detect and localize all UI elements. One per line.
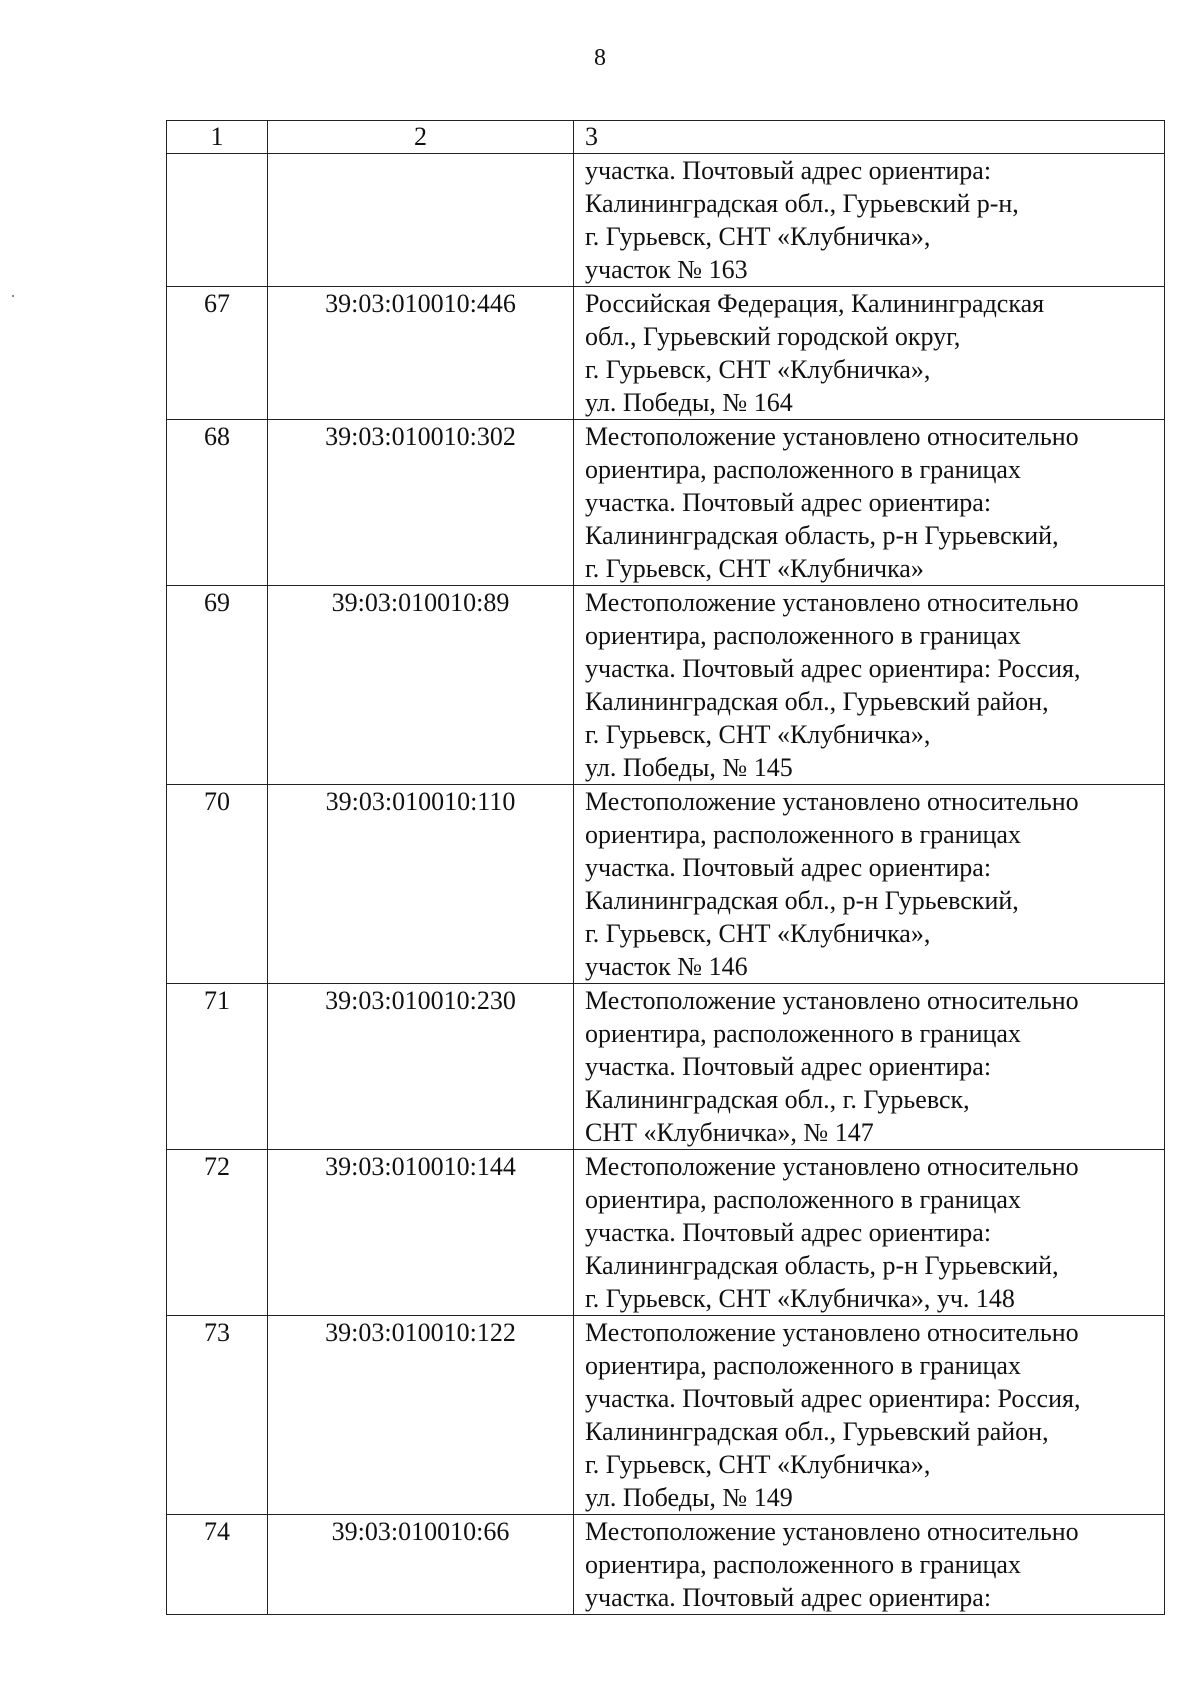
cadastral-number: 39:03:010010:66 (268, 1515, 574, 1615)
row-number: 67 (167, 287, 268, 420)
address-line: Калининградская обл., Гурьевский р-н, (585, 189, 1019, 218)
column-header-3: 3 (574, 121, 1165, 154)
address-line: Местоположение установлено относительно (585, 422, 1079, 451)
address-cell (574, 154, 1165, 287)
cadastral-number: 39:03:010010:446 (268, 287, 574, 420)
address-line: ориентира, расположенного в границах (585, 1550, 1021, 1579)
table-row (167, 287, 1165, 420)
address-line: г. Гурьевск, СНТ «Клубничка», (585, 720, 931, 749)
table-row (167, 420, 1165, 586)
address-line: ориентира, расположенного в границах (585, 455, 1021, 484)
cadastral-number: 39:03:010010:230 (268, 984, 574, 1150)
address-line: участка. Почтовый адрес ориентира: (585, 853, 992, 882)
table-row (167, 1316, 1165, 1515)
address-line: обл., Гурьевский городской округ, (585, 322, 961, 351)
row-number: 71 (167, 984, 268, 1150)
cadastral-number: 39:03:010010:144 (268, 1150, 574, 1316)
address-line: г. Гурьевск, СНТ «Клубничка» (585, 554, 924, 583)
address-line: Калининградская область, р-н Гурьевский, (585, 1251, 1059, 1280)
table-row (167, 1515, 1165, 1615)
address-line: Калининградская обл., г. Гурьевск, (585, 1085, 970, 1114)
parcel-table (166, 120, 1165, 1615)
row-number: 69 (167, 586, 268, 785)
address-line: Калининградская обл., Гурьевский район, (585, 687, 1049, 716)
address-line: ул. Победы, № 149 (585, 1483, 793, 1512)
address-line: Калининградская обл., Гурьевский район, (585, 1417, 1049, 1446)
address-line: г. Гурьевск, СНТ «Клубничка», (585, 1450, 931, 1479)
address-cell (574, 984, 1165, 1150)
address-line: ориентира, расположенного в границах (585, 1019, 1021, 1048)
row-number: 70 (167, 785, 268, 984)
address-cell (574, 785, 1165, 984)
table-row (167, 154, 1165, 287)
cadastral-number: 39:03:010010:110 (268, 785, 574, 984)
address-cell (574, 287, 1165, 420)
address-cell (574, 586, 1165, 785)
address-line: Местоположение установлено относительно (585, 588, 1079, 617)
address-line: Местоположение установлено относительно (585, 1152, 1079, 1181)
table-row (167, 586, 1165, 785)
address-line: участка. Почтовый адрес ориентира: (585, 156, 992, 185)
address-cell (574, 420, 1165, 586)
address-cell (574, 1316, 1165, 1515)
cadastral-number: 39:03:010010:122 (268, 1316, 574, 1515)
address-line: Российская Федерация, Калининградская (585, 289, 1045, 318)
address-line: Калининградская область, р-н Гурьевский, (585, 521, 1059, 550)
column-header-1: 1 (167, 121, 268, 154)
address-line: Калининградская обл., р-н Гурьевский, (585, 886, 1019, 915)
row-number: 73 (167, 1316, 268, 1515)
address-line: участок № 163 (585, 255, 748, 284)
table-header (167, 121, 1165, 154)
row-number (167, 154, 268, 287)
address-line: участка. Почтовый адрес ориентира: (585, 1583, 992, 1612)
row-number: 74 (167, 1515, 268, 1615)
address-cell (574, 1150, 1165, 1316)
address-line: ул. Победы, № 145 (585, 753, 793, 782)
address-line: ориентира, расположенного в границах (585, 1185, 1021, 1214)
address-line: г. Гурьевск, СНТ «Клубничка», (585, 222, 931, 251)
row-number: 72 (167, 1150, 268, 1316)
scan-speck (12, 295, 14, 297)
address-line: Местоположение установлено относительно (585, 1318, 1079, 1347)
address-line: г. Гурьевск, СНТ «Клубничка», (585, 919, 931, 948)
address-line: участок № 146 (585, 952, 748, 981)
address-cell (574, 1515, 1165, 1615)
table-header-row (167, 121, 1165, 154)
address-line: г. Гурьевск, СНТ «Клубничка», (585, 355, 931, 384)
table-row (167, 1150, 1165, 1316)
cadastral-number: 39:03:010010:89 (268, 586, 574, 785)
address-line: участка. Почтовый адрес ориентира: Россия, (585, 1384, 1081, 1413)
address-line: ул. Победы, № 164 (585, 388, 793, 417)
page-number: 8 (594, 45, 606, 71)
address-line: г. Гурьевск, СНТ «Клубничка», уч. 148 (585, 1284, 1015, 1313)
address-line: участка. Почтовый адрес ориентира: (585, 1218, 992, 1247)
table-row (167, 785, 1165, 984)
address-line: Местоположение установлено относительно (585, 1517, 1079, 1546)
table-body (167, 154, 1165, 1615)
address-line: ориентира, расположенного в границах (585, 621, 1021, 650)
address-line: Местоположение установлено относительно (585, 986, 1079, 1015)
table-row (167, 984, 1165, 1150)
address-line: СНТ «Клубничка», № 147 (585, 1118, 874, 1147)
row-number: 68 (167, 420, 268, 586)
cadastral-number: 39:03:010010:302 (268, 420, 574, 586)
cadastral-number (268, 154, 574, 287)
address-line: ориентира, расположенного в границах (585, 820, 1021, 849)
address-line: участка. Почтовый адрес ориентира: (585, 1052, 992, 1081)
address-line: ориентира, расположенного в границах (585, 1351, 1021, 1380)
address-line: участка. Почтовый адрес ориентира: Россия, (585, 654, 1081, 683)
column-header-2: 2 (268, 121, 574, 154)
address-line: участка. Почтовый адрес ориентира: (585, 488, 992, 517)
address-line: Местоположение установлено относительно (585, 787, 1079, 816)
